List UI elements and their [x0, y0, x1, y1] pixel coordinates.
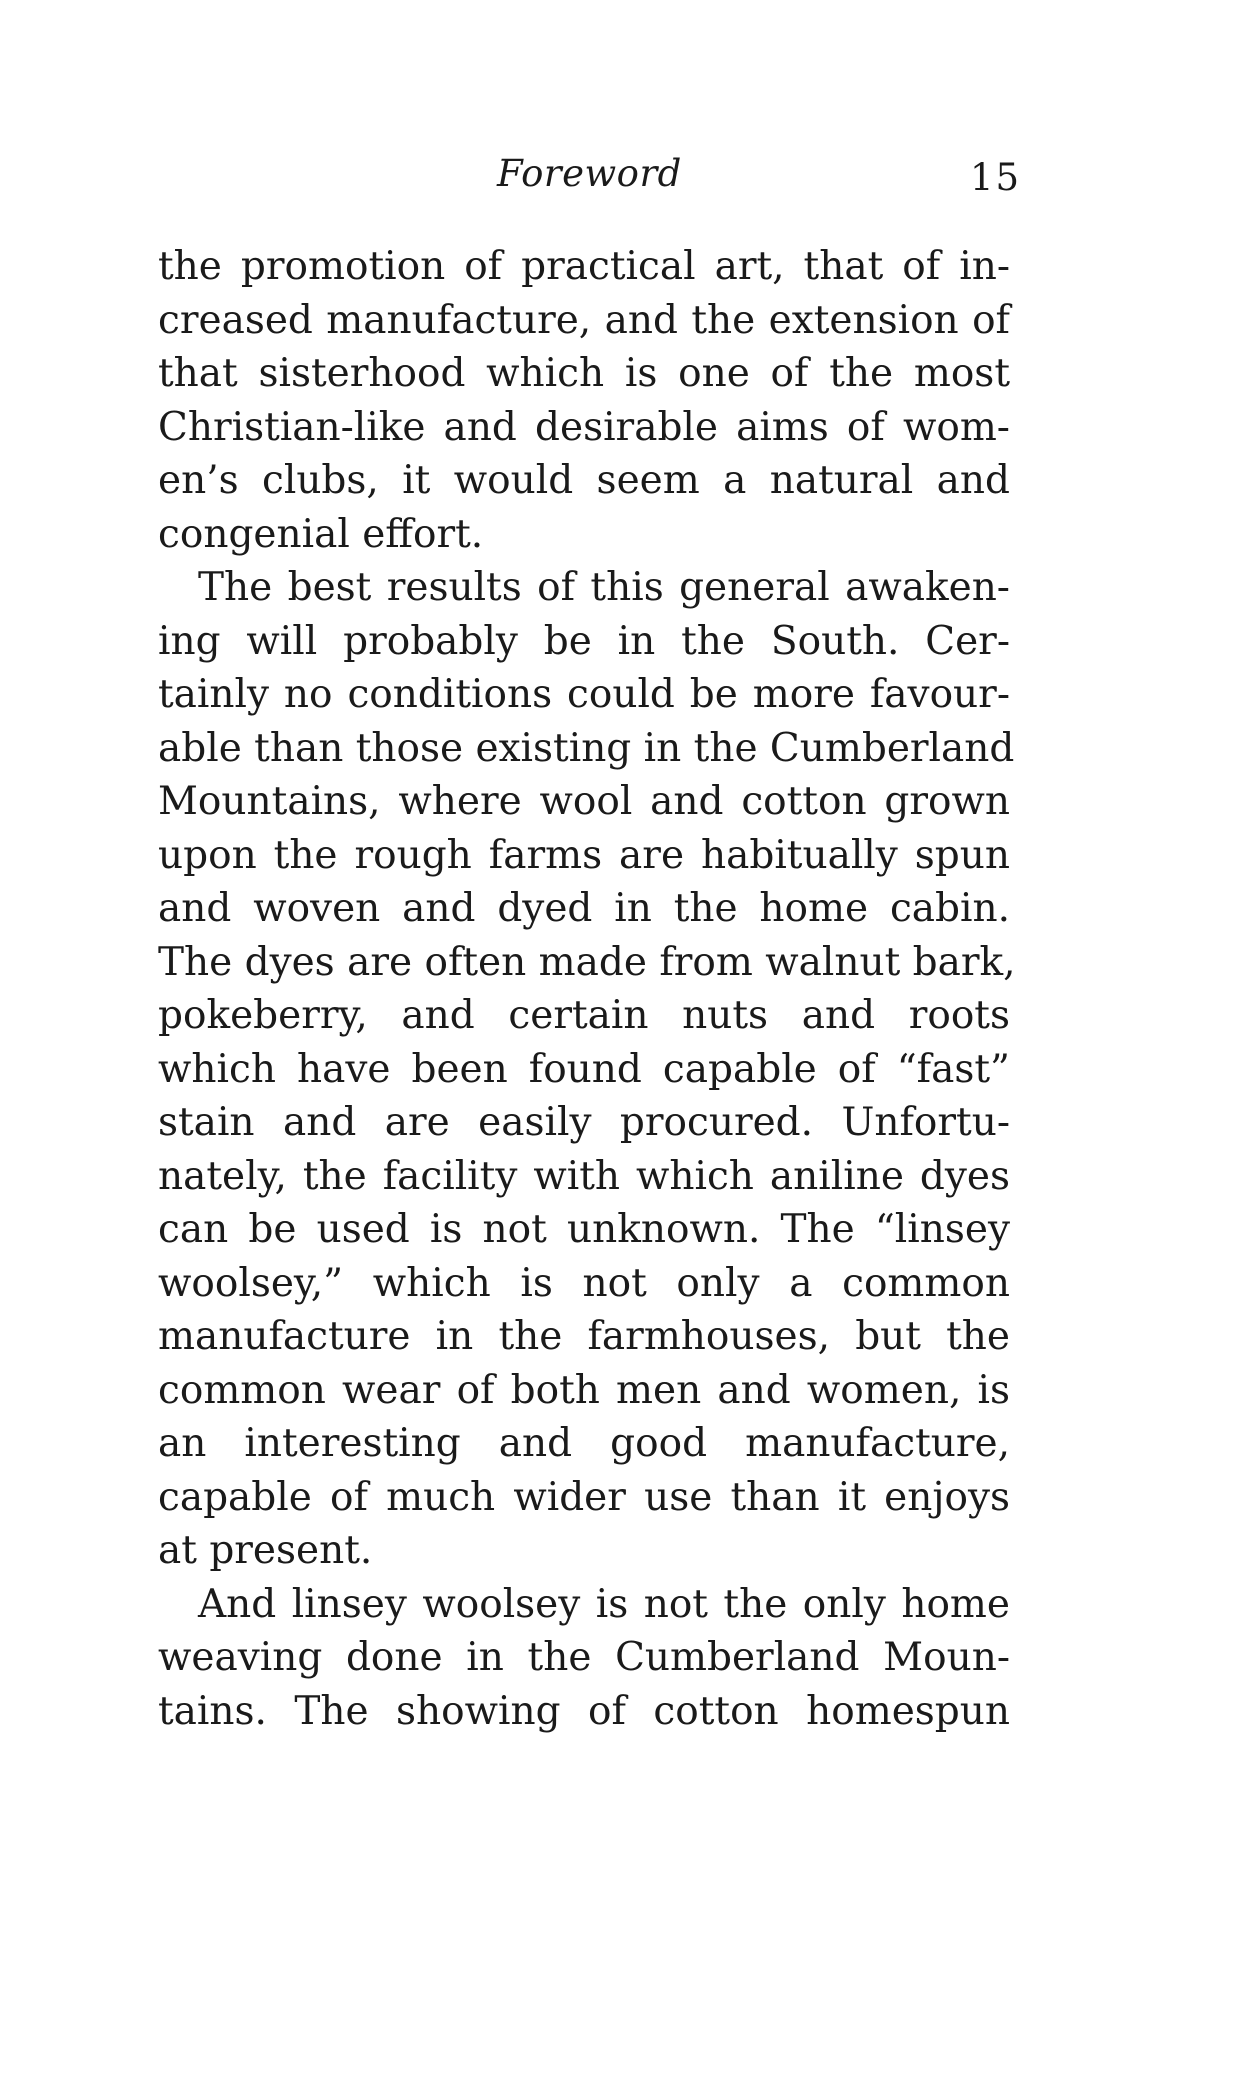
page-number: 15: [970, 156, 1022, 199]
text-line: able than those existing in the Cumberland: [158, 725, 1015, 771]
text-line: manufacture in the farmhouses, but the: [158, 1314, 1010, 1359]
text-line: the promotion of practical art, that of in-: [158, 244, 1010, 289]
text-line: ing will probably be in the South. Cer-: [158, 618, 1010, 664]
text-line: an interesting and good manufacture,: [158, 1421, 1010, 1466]
text-line: which have been found capable of “fast”: [158, 1046, 1010, 1092]
text-line: nately, the facility with which aniline dyes: [158, 1153, 1010, 1199]
text-line: weaving done in the Cumberland Moun-: [158, 1635, 1010, 1680]
text-line: creased manufacture, and the extension of: [158, 297, 1010, 343]
text-line: congenial effort.: [158, 511, 484, 557]
text-line: common wear of both men and women, is: [158, 1367, 1010, 1413]
text-line: capable of much wider use than it enjoys: [158, 1474, 1010, 1520]
text-line: The dyes are often made from walnut bark,: [158, 939, 1016, 985]
running-title: Foreword: [497, 152, 682, 195]
text-line: upon the rough farms are habitually spun: [158, 832, 1010, 878]
text-line: and woven and dyed in the home cabin.: [158, 886, 1010, 931]
text-line: Mountains, where wool and cotton grown: [158, 779, 1010, 824]
text-line: pokeberry, and certain nuts and roots: [158, 993, 1010, 1038]
text-line: The best results of this general awaken-: [198, 565, 1010, 610]
running-head: [0, 152, 1250, 202]
text-line: at present.: [158, 1528, 373, 1573]
body-text: [158, 240, 1016, 1738]
text-line: can be used is not unknown. The “linsey: [158, 1207, 1010, 1252]
text-line: And linsey woolsey is not the only home: [198, 1581, 1010, 1627]
text-line: stain and are easily procured. Unfortu-: [158, 1100, 1010, 1145]
text-line: that sisterhood which is one of the most: [158, 351, 1010, 396]
text-line: Christian-like and desirable aims of wom-: [158, 404, 1010, 450]
text-line: en’s clubs, it would seem a natural and: [158, 458, 1010, 503]
text-line: tainly no conditions could be more favour-: [158, 672, 1010, 717]
text-line: woolsey,” which is not only a common: [158, 1260, 1010, 1306]
text-line: tains. The showing of cotton homespun: [158, 1688, 1010, 1734]
